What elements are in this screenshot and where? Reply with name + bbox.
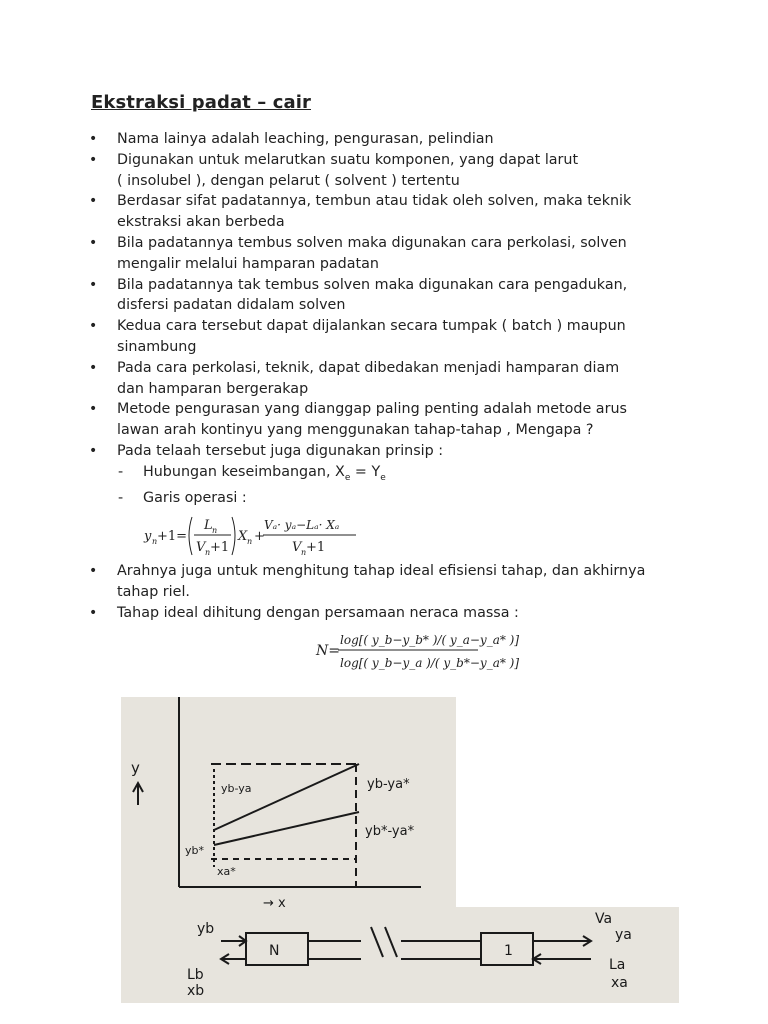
bullet-line: mengalir melalui hamparan padatan [117,255,379,272]
bullet-item [0,150,768,192]
svg-text:V: V [292,540,302,556]
svg-text:n: n [301,548,307,558]
bullet-line: Kedua cara tersebut dapat dijalankan secara tumpak ( batch ) maupun [117,318,626,335]
bullet-line: disfersi padatan didalam solven [117,297,346,314]
bullet-marker: • [89,442,98,459]
label-yb-star: yb*-ya* [365,824,415,839]
bullet-line: Pada telaah tersebut juga digunakan prinsip : [117,442,444,459]
label-va: Va [595,911,613,927]
stage-count-formula [0,624,768,674]
svg-text:n: n [247,537,253,547]
operating-line-formula [0,509,768,561]
bullet-line: Berdasar sifat padatannya, tembun atau tidak oleh solven, maka teknik [117,193,632,210]
label-yb-in: yb [197,921,215,937]
svg-text:+1: +1 [306,540,326,556]
bullet-marker: • [89,604,98,621]
svg-text:n: n [152,537,158,547]
bullet-line: Arahnya juga untuk menghitung tahap ideal efisiensi tahap, dan akhirnya [117,563,646,580]
bullet-line: Bila padatannya tak tembus solven maka digunakan cara pengadukan, [117,276,628,293]
bullet-marker: • [89,359,98,376]
diagram-graph-background [121,697,456,907]
bullet-item [0,275,768,317]
bullet-line: Nama lainya adalah leaching, pengurasan, pelindian [117,131,494,147]
bullet-marker: • [89,131,98,147]
operating-line-formula-svg [0,509,768,561]
sub-item-equilibrium: - Hubungan keseimbangan, $X_e = Y_e$ [118,463,386,483]
bullet-item [0,441,768,462]
bullet-marker: • [89,401,98,418]
bullet-line: Digunakan untuk melarutkan suatu komponen, yang dapat larut [117,151,579,168]
stage-count-formula-svg [0,624,768,674]
bullet-marker: • [89,318,98,335]
label-la: La [609,957,626,973]
svg-text:log[( y_b−y_b* )/( y_a−y_a* )]: log[( y_b−y_b* )/( y_a−y_a* )] [340,632,520,647]
svg-text:y: y [144,529,152,545]
bullet-line: ( insolubel ), dengan pelarut ( solvent ) tertentu [117,172,460,189]
extraction-diagram [121,697,679,1003]
bullet-marker: • [89,151,98,168]
bullet-item [0,603,768,624]
axis-y-label: y [131,759,140,777]
bullet-marker: • [89,276,98,293]
bullet-list [0,129,768,674]
svg-text:N=: N= [316,642,340,659]
sub-item-operating-line: - Garis operasi : [118,490,247,507]
bullet-marker: • [89,563,98,580]
axis-x-label: → x [263,896,286,911]
bullet-line: Tahap ideal dihitung dengan persamaan neraca massa : [117,604,519,621]
page-title: Ekstraksi padat – cair [91,92,311,113]
bullet-item [0,316,768,358]
svg-text:V: V [196,540,206,556]
svg-text:+: + [254,529,265,545]
label-lb: Lb [187,967,204,983]
label-xa: xa [611,975,628,991]
label-xb: xb [187,983,205,999]
svg-text:n: n [212,526,218,536]
bullet-item [0,399,768,441]
bullet-item [0,129,768,150]
svg-text:n: n [205,548,211,558]
label-yb-ya-left: yb-ya [221,782,252,795]
label-yb-ya-right: yb-ya* [367,777,410,792]
bullet-marker: • [89,193,98,210]
stage-left-label: N [269,943,280,959]
bullet-line: sinambung [117,338,197,355]
bullet-line: dan hamparan bergerakap [117,380,309,397]
bullet-line: lawan arah kontinyu yang menggunakan tahap-tahap , Mengapa ? [117,422,594,439]
label-yb-left: yb* [185,844,204,857]
bullet-item [0,233,768,275]
bullet-item [0,561,768,603]
stage-right-label: 1 [504,943,513,959]
bullet-line: ekstraksi akan berbeda [117,214,285,231]
bullet-line: Metode pengurasan yang dianggap paling penting adalah metode arus [117,401,627,418]
svg-text:log[( y_b−y_a )/( y_b*−y_a* )]: log[( y_b−y_a )/( y_b*−y_a* )] [340,655,520,670]
bullet-item [0,191,768,233]
svg-text:+1: +1 [210,540,230,556]
label-ya-out: ya [615,927,632,943]
svg-text:+1=: +1= [157,529,188,545]
bullet-line: Pada cara perkolasi, teknik, dapat dibedakan menjadi hamparan diam [117,359,620,376]
bullet-line: tahap riel. [117,584,190,600]
svg-text:L: L [204,518,213,534]
label-xa-star: xa* [217,865,236,878]
bullet-item [0,358,768,400]
bullet-line: Bila padatannya tembus solven maka digunakan cara perkolasi, solven [117,234,627,251]
svg-text:Vₐ· yₐ−Lₐ· Xₐ: Vₐ· yₐ−Lₐ· Xₐ [264,518,340,533]
bullet-marker: • [89,234,98,251]
svg-text:X: X [238,529,248,545]
